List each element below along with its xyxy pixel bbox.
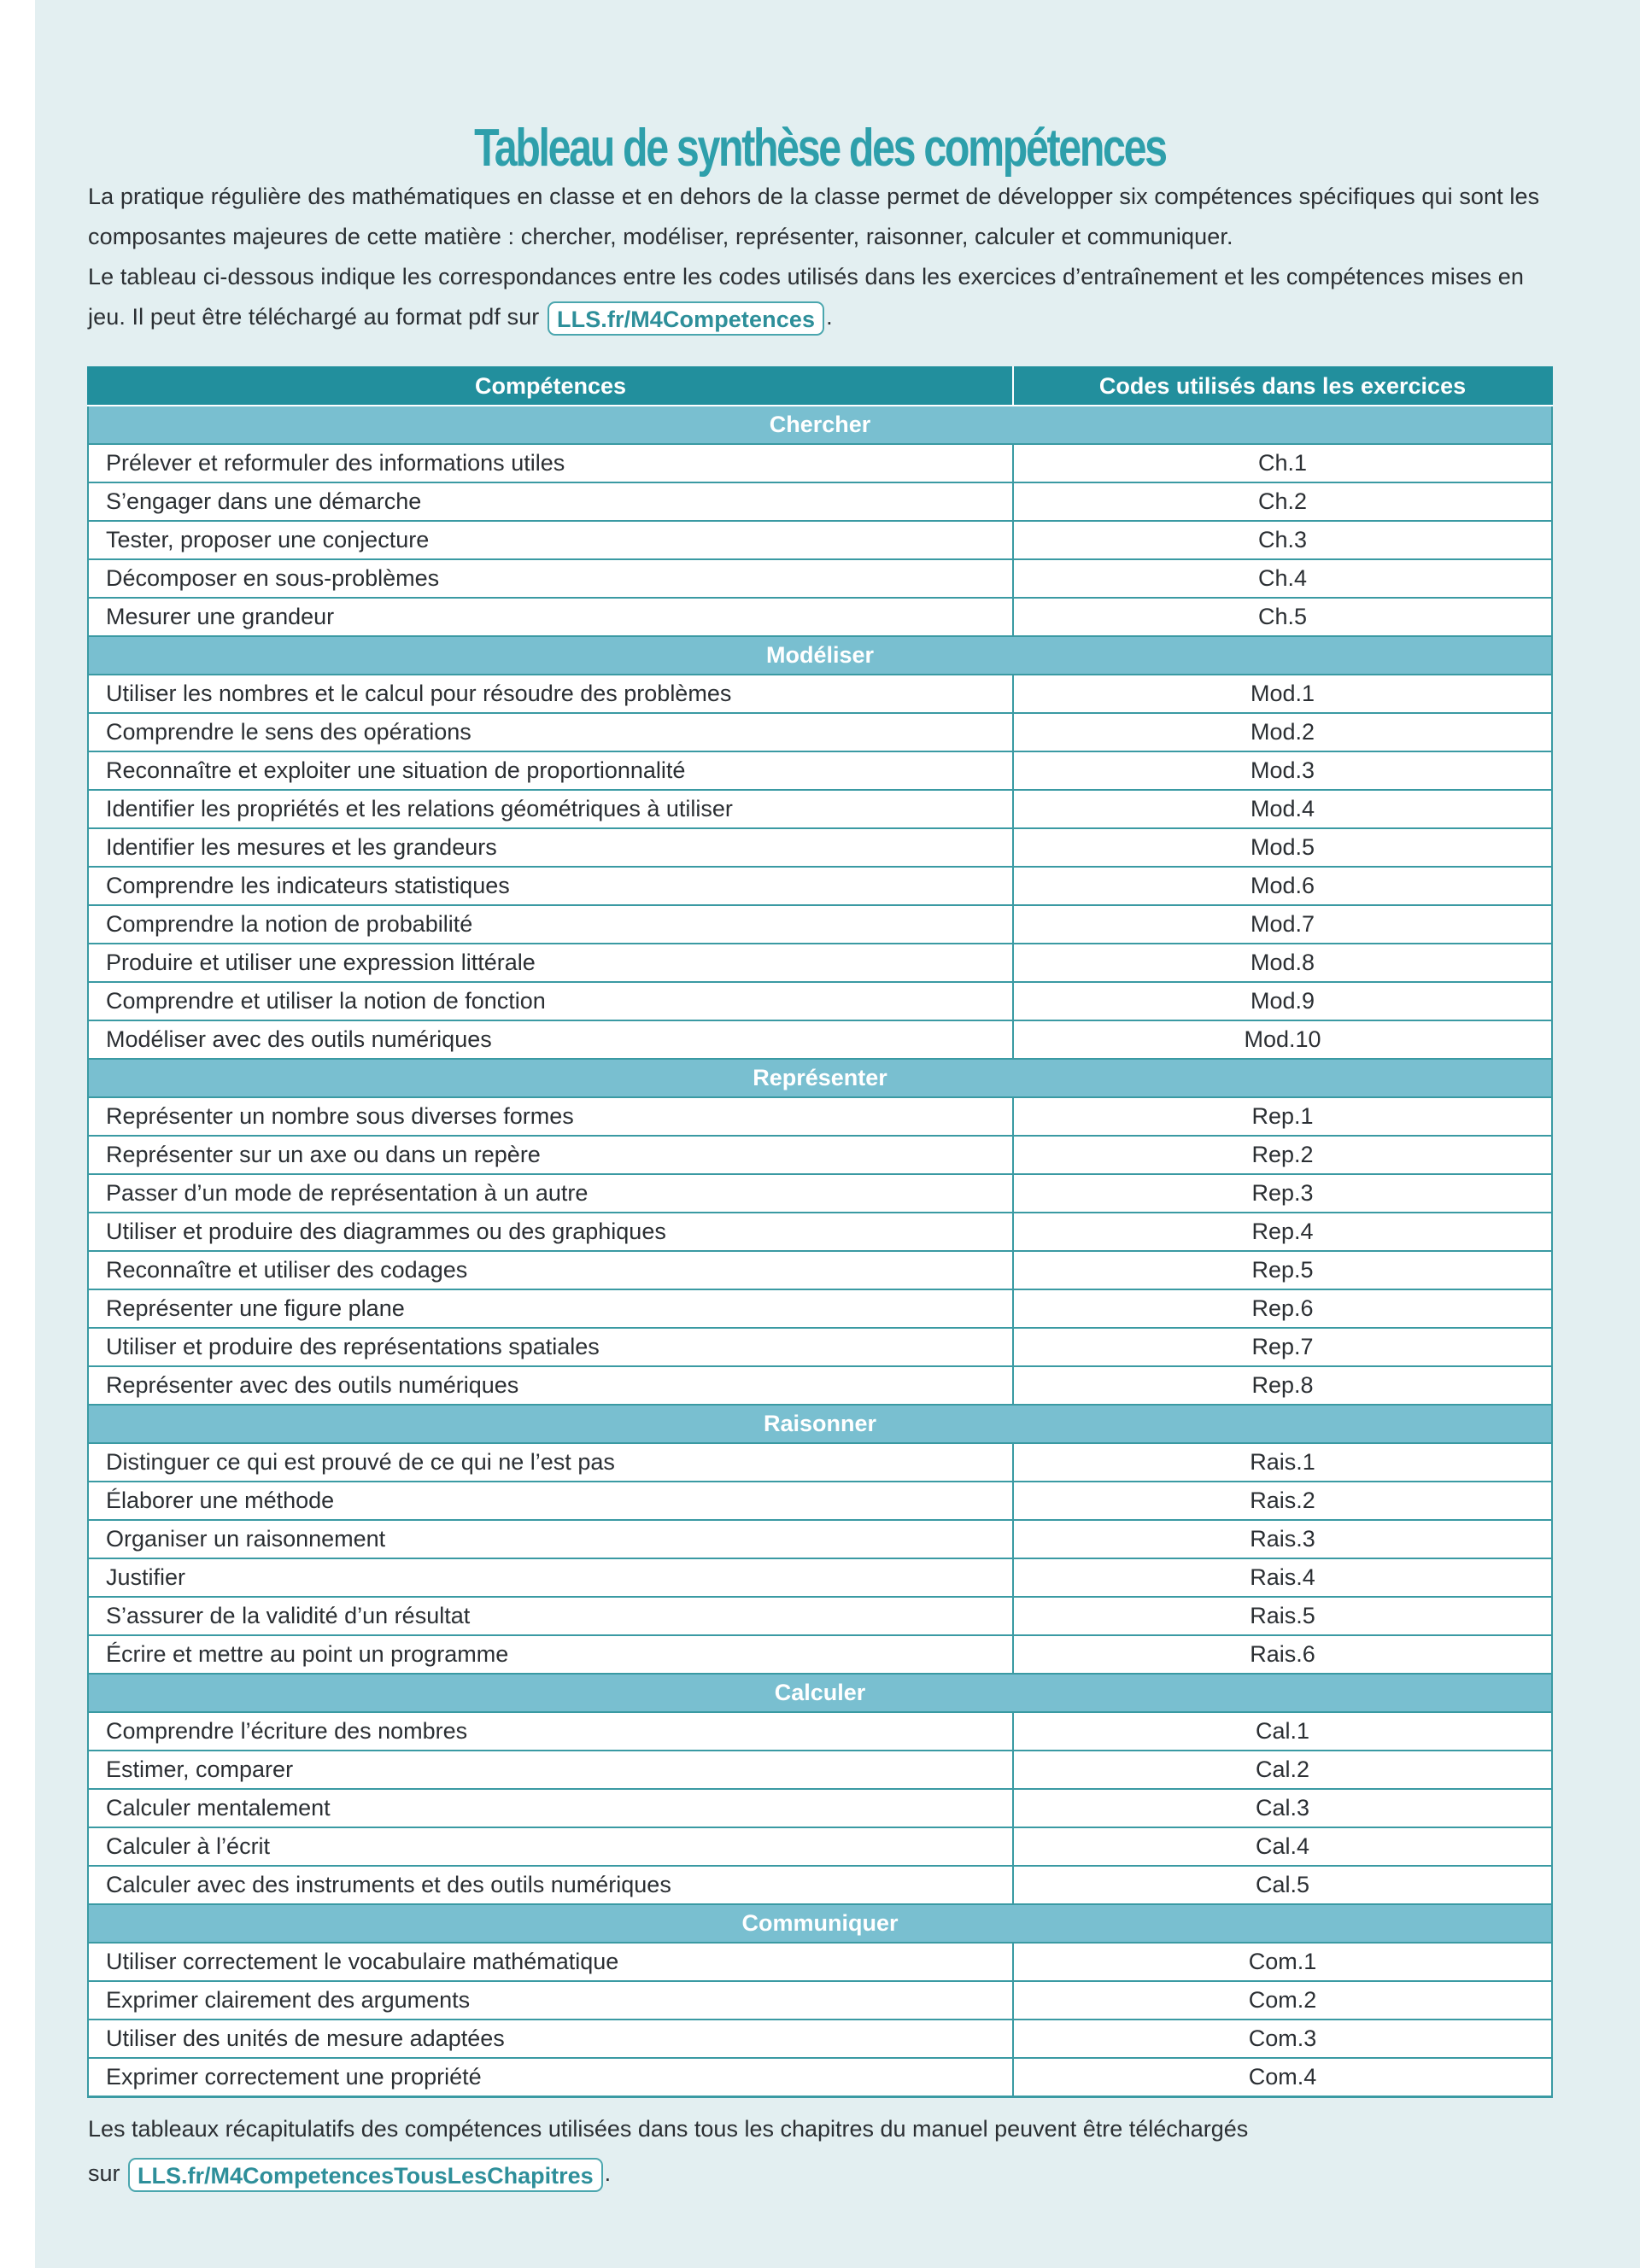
page-title-text: Tableau de synthèse des compétences bbox=[474, 118, 1166, 178]
competence-cell: Utiliser les nombres et le calcul pour résoudre des problèmes bbox=[88, 675, 1013, 713]
table-row bbox=[88, 828, 1552, 867]
table-row bbox=[88, 905, 1552, 944]
table-body bbox=[88, 406, 1552, 2096]
competence-cell: Mesurer une grandeur bbox=[88, 598, 1013, 636]
table-row bbox=[88, 1251, 1552, 1289]
competence-cell: Représenter un nombre sous diverses formes bbox=[88, 1097, 1013, 1136]
table-row bbox=[88, 790, 1552, 828]
competence-cell: Estimer, comparer bbox=[88, 1751, 1013, 1789]
table-row bbox=[88, 1289, 1552, 1328]
competence-cell: Comprendre le sens des opérations bbox=[88, 713, 1013, 751]
competence-cell: Utiliser et produire des représentations spatiales bbox=[88, 1328, 1013, 1366]
code-cell: Rep.8 bbox=[1013, 1366, 1552, 1405]
competence-cell: Calculer mentalement bbox=[88, 1789, 1013, 1827]
competences-table bbox=[87, 366, 1553, 2098]
code-cell: Cal.4 bbox=[1013, 1827, 1552, 1866]
table-row bbox=[88, 1366, 1552, 1405]
code-cell: Rep.7 bbox=[1013, 1328, 1552, 1366]
table-row bbox=[88, 559, 1552, 598]
code-cell: Mod.8 bbox=[1013, 944, 1552, 982]
competence-cell: Produire et utiliser une expression littérale bbox=[88, 944, 1013, 982]
code-cell: Rais.2 bbox=[1013, 1482, 1552, 1520]
competence-cell: Distinguer ce qui est prouvé de ce qui ne l’est pas bbox=[88, 1443, 1013, 1482]
code-cell: Mod.7 bbox=[1013, 905, 1552, 944]
competence-cell: Calculer à l’écrit bbox=[88, 1827, 1013, 1866]
table-row bbox=[88, 1635, 1552, 1674]
table-row bbox=[88, 1981, 1552, 2020]
code-cell: Cal.1 bbox=[1013, 1712, 1552, 1751]
competence-cell: Reconnaître et exploiter une situation de proportionnalité bbox=[88, 751, 1013, 790]
competence-cell: Exprimer clairement des arguments bbox=[88, 1981, 1013, 2020]
code-cell: Mod.4 bbox=[1013, 790, 1552, 828]
footer-paragraph bbox=[88, 2107, 1557, 2195]
table-row bbox=[88, 944, 1552, 982]
section-title: Calculer bbox=[88, 1674, 1552, 1712]
intro-paragraph bbox=[88, 177, 1557, 337]
code-cell: Rep.5 bbox=[1013, 1251, 1552, 1289]
code-cell: Mod.5 bbox=[1013, 828, 1552, 867]
all-chapters-link[interactable]: LLS.fr/M4CompetencesTousLesChapitres bbox=[128, 2158, 603, 2192]
code-cell: Rais.4 bbox=[1013, 1558, 1552, 1597]
competence-cell: Identifier les mesures et les grandeurs bbox=[88, 828, 1013, 867]
code-cell: Ch.4 bbox=[1013, 559, 1552, 598]
table-row bbox=[88, 1520, 1552, 1558]
code-cell: Com.1 bbox=[1013, 1943, 1552, 1981]
table-row bbox=[88, 751, 1552, 790]
table-row bbox=[88, 1328, 1552, 1366]
code-cell: Cal.5 bbox=[1013, 1866, 1552, 1904]
competence-cell: Comprendre les indicateurs statistiques bbox=[88, 867, 1013, 905]
section-title: Modéliser bbox=[88, 636, 1552, 675]
competence-cell: Passer d’un mode de représentation à un autre bbox=[88, 1174, 1013, 1213]
competence-cell: Calculer avec des instruments et des outils numériques bbox=[88, 1866, 1013, 1904]
footer-text-2-before: sur bbox=[88, 2160, 120, 2186]
section-row-raisonner bbox=[88, 1405, 1552, 1443]
code-cell: Cal.3 bbox=[1013, 1789, 1552, 1827]
table-row bbox=[88, 521, 1552, 559]
code-cell: Ch.3 bbox=[1013, 521, 1552, 559]
table-row bbox=[88, 2058, 1552, 2096]
competence-cell: Comprendre l’écriture des nombres bbox=[88, 1712, 1013, 1751]
code-cell: Mod.1 bbox=[1013, 675, 1552, 713]
intro-text-1: La pratique régulière des mathématiques en classe et en dehors de la classe permet de développer six compétences spécifiques qui sont les composantes majeures de cette matière : chercher, modéliser, représenter, raisonner, calculer et communiquer. bbox=[88, 184, 1540, 249]
table-row bbox=[88, 444, 1552, 482]
table-row bbox=[88, 1020, 1552, 1059]
code-cell: Rais.6 bbox=[1013, 1635, 1552, 1674]
competence-cell: Représenter une figure plane bbox=[88, 1289, 1013, 1328]
code-cell: Mod.6 bbox=[1013, 867, 1552, 905]
competence-cell: Exprimer correctement une propriété bbox=[88, 2058, 1013, 2096]
code-cell: Ch.5 bbox=[1013, 598, 1552, 636]
intro-text-2-before: Le tableau ci-dessous indique les correspondances entre les codes utilisés dans les exercices d’entraînement et les compétences mises en jeu. Il peut être téléchargé au format pdf sur bbox=[88, 264, 1525, 330]
section-title: Raisonner bbox=[88, 1405, 1552, 1443]
code-cell: Mod.10 bbox=[1013, 1020, 1552, 1059]
section-title: Représenter bbox=[88, 1059, 1552, 1097]
table-row bbox=[88, 713, 1552, 751]
column-header-codes: Codes utilisés dans les exercices bbox=[1013, 367, 1552, 406]
intro-text-2 bbox=[88, 257, 1557, 337]
table-row bbox=[88, 675, 1552, 713]
code-cell: Mod.3 bbox=[1013, 751, 1552, 790]
competence-cell: Justifier bbox=[88, 1558, 1013, 1597]
table-row bbox=[88, 1097, 1552, 1136]
table-row bbox=[88, 1213, 1552, 1251]
section-row-modeliser bbox=[88, 636, 1552, 675]
competence-cell: Tester, proposer une conjecture bbox=[88, 521, 1013, 559]
page-title bbox=[0, 114, 1640, 183]
table-row bbox=[88, 1866, 1552, 1904]
competence-cell: S’assurer de la validité d’un résultat bbox=[88, 1597, 1013, 1635]
competence-cell: Organiser un raisonnement bbox=[88, 1520, 1013, 1558]
section-row-representer bbox=[88, 1059, 1552, 1097]
competence-cell: Représenter sur un axe ou dans un repère bbox=[88, 1136, 1013, 1174]
competence-cell: Comprendre la notion de probabilité bbox=[88, 905, 1013, 944]
section-row-calculer bbox=[88, 1674, 1552, 1712]
code-cell: Com.2 bbox=[1013, 1981, 1552, 2020]
table-row bbox=[88, 982, 1552, 1020]
table-row bbox=[88, 1597, 1552, 1635]
competence-cell: Utiliser et produire des diagrammes ou des graphiques bbox=[88, 1213, 1013, 1251]
table-row bbox=[88, 1136, 1552, 1174]
code-cell: Mod.2 bbox=[1013, 713, 1552, 751]
footer-text-1: Les tableaux récapitulatifs des compétences utilisées dans tous les chapitres du manuel peuvent être téléchargés bbox=[88, 2116, 1249, 2142]
table-row bbox=[88, 1751, 1552, 1789]
table-row bbox=[88, 1482, 1552, 1520]
competence-cell: Reconnaître et utiliser des codages bbox=[88, 1251, 1013, 1289]
competence-cell: Représenter avec des outils numériques bbox=[88, 1366, 1013, 1405]
table-row bbox=[88, 1789, 1552, 1827]
table-row bbox=[88, 598, 1552, 636]
competence-cell: Identifier les propriétés et les relations géométriques à utiliser bbox=[88, 790, 1013, 828]
table-row bbox=[88, 1827, 1552, 1866]
section-title: Chercher bbox=[88, 406, 1552, 444]
code-cell: Com.4 bbox=[1013, 2058, 1552, 2096]
table-row bbox=[88, 2020, 1552, 2058]
competence-cell: Utiliser des unités de mesure adaptées bbox=[88, 2020, 1013, 2058]
code-cell: Ch.2 bbox=[1013, 482, 1552, 521]
column-header-competences: Compétences bbox=[88, 367, 1013, 406]
table-row bbox=[88, 1558, 1552, 1597]
table-row bbox=[88, 1712, 1552, 1751]
competence-cell: Utiliser correctement le vocabulaire mathématique bbox=[88, 1943, 1013, 1981]
code-cell: Mod.9 bbox=[1013, 982, 1552, 1020]
competence-cell: Comprendre et utiliser la notion de fonction bbox=[88, 982, 1013, 1020]
table-row bbox=[88, 867, 1552, 905]
table-row bbox=[88, 482, 1552, 521]
code-cell: Com.3 bbox=[1013, 2020, 1552, 2058]
competence-cell: Décomposer en sous-problèmes bbox=[88, 559, 1013, 598]
code-cell: Rep.4 bbox=[1013, 1213, 1552, 1251]
footer-text-2 bbox=[88, 2151, 1557, 2195]
section-row-communiquer bbox=[88, 1904, 1552, 1943]
code-cell: Rep.3 bbox=[1013, 1174, 1552, 1213]
code-cell: Rais.5 bbox=[1013, 1597, 1552, 1635]
competence-cell: Élaborer une méthode bbox=[88, 1482, 1013, 1520]
table-row bbox=[88, 1443, 1552, 1482]
competence-cell: Modéliser avec des outils numériques bbox=[88, 1020, 1013, 1059]
competence-cell: Écrire et mettre au point un programme bbox=[88, 1635, 1013, 1674]
table-row bbox=[88, 1174, 1552, 1213]
intro-text-2-after: . bbox=[826, 304, 833, 330]
code-cell: Rep.1 bbox=[1013, 1097, 1552, 1136]
code-cell: Rais.3 bbox=[1013, 1520, 1552, 1558]
competence-cell: Prélever et reformuler des informations utiles bbox=[88, 444, 1013, 482]
section-row-chercher bbox=[88, 406, 1552, 444]
competences-pdf-link[interactable]: LLS.fr/M4Competences bbox=[548, 301, 824, 336]
code-cell: Cal.2 bbox=[1013, 1751, 1552, 1789]
code-cell: Rep.6 bbox=[1013, 1289, 1552, 1328]
code-cell: Rais.1 bbox=[1013, 1443, 1552, 1482]
competence-cell: S’engager dans une démarche bbox=[88, 482, 1013, 521]
section-title: Communiquer bbox=[88, 1904, 1552, 1943]
table-row bbox=[88, 1943, 1552, 1981]
code-cell: Ch.1 bbox=[1013, 444, 1552, 482]
table-header-row bbox=[88, 367, 1552, 406]
footer-text-2-after: . bbox=[604, 2160, 612, 2186]
code-cell: Rep.2 bbox=[1013, 1136, 1552, 1174]
